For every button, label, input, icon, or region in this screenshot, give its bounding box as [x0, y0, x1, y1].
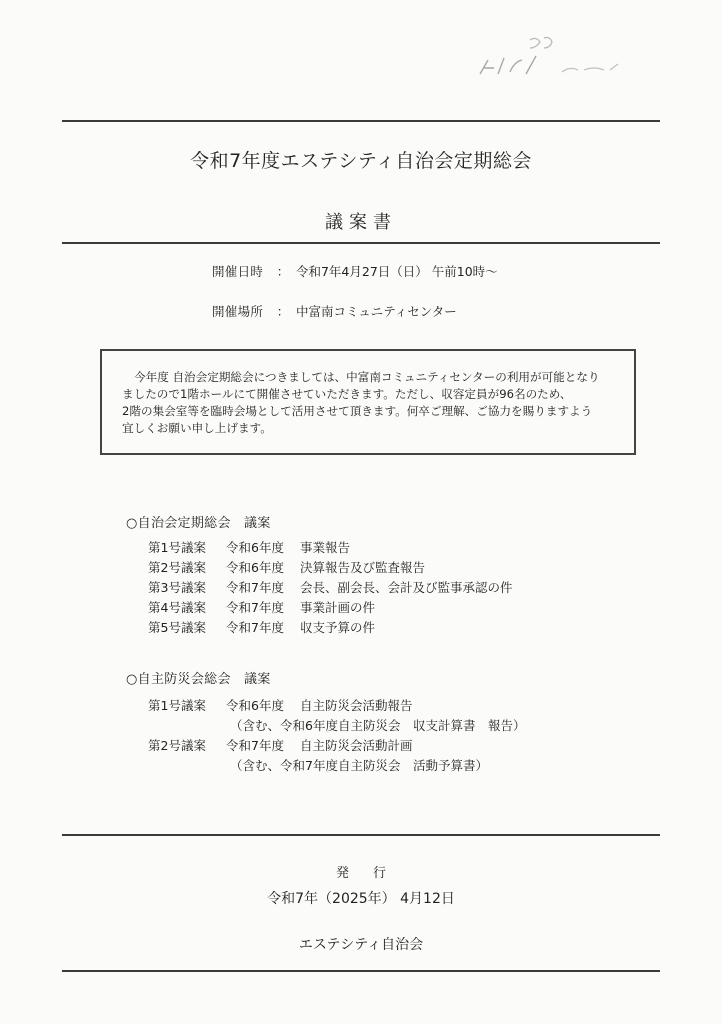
agenda-item-year: 令和6年度: [226, 698, 284, 713]
datetime-label: 開催日時: [212, 264, 264, 279]
meeting-datetime-row: [212, 262, 498, 280]
top-rule: [62, 120, 660, 122]
agenda-item-title: 事業報告: [300, 540, 351, 555]
agenda-item: [148, 618, 513, 638]
datetime-separator: ：: [276, 264, 290, 279]
agenda-item-note: （含む、令和6年度自主防災会 収支計算書 報告）: [230, 718, 526, 733]
agenda-item-year: 令和7年度: [226, 600, 284, 615]
notice-line: 宜しくお願い申し上げます。: [122, 421, 272, 435]
issue-label: 発行: [335, 866, 410, 881]
agenda-item-number: 第1号議案: [148, 698, 206, 713]
notice-line: 今年度 自治会定期総会につきましては、中富南コミュニティセンターの利用が可能となり: [134, 370, 600, 384]
agenda-item: [148, 578, 513, 598]
agenda-item-note: （含む、令和7年度自主防災会 活動予算書）: [230, 758, 488, 773]
agenda-item-year: 令和6年度: [226, 540, 284, 555]
agenda-item-title: 収支予算の件: [300, 620, 376, 635]
handwritten-scribble: [470, 30, 650, 90]
notice-line: 2階の集会室等を臨時会場として活用させて頂きます。何卒ご理解、ご協力を賜りますよう: [122, 404, 593, 418]
agenda-item-title: 自主防災会活動計画: [300, 738, 413, 753]
agenda-item-number: 第3号議案: [148, 580, 206, 595]
footer-top-rule: [62, 834, 660, 836]
agenda-item-number: 第5号議案: [148, 620, 206, 635]
disaster-prevention-agenda-list: [148, 696, 525, 776]
agenda-item-year: 令和7年度: [226, 620, 284, 635]
agenda-item-year: 令和6年度: [226, 560, 284, 575]
venue-separator: ：: [276, 304, 290, 319]
agenda-item-year: 令和7年度: [226, 738, 284, 753]
datetime-value: 令和7年4月27日（日） 午前10時～: [295, 264, 498, 279]
notice-box: [100, 349, 636, 455]
agenda-item: [148, 736, 525, 756]
agenda-item-year: 令和7年度: [226, 580, 284, 595]
agenda-item: [148, 538, 513, 558]
title-rule: [62, 242, 660, 244]
general-meeting-agenda-list: [148, 538, 513, 638]
footer-bottom-rule: [62, 970, 660, 972]
agenda-item-number: 第2号議案: [148, 738, 206, 753]
agenda-item-number: 第4号議案: [148, 600, 206, 615]
section-heading-general-meeting: ○自治会定期総会 議案: [126, 516, 271, 531]
notice-line: ましたので1階ホールにて開催させていただきます。ただし、収容定員が96名のため、: [122, 387, 572, 401]
agenda-item-title: 決算報告及び監査報告: [300, 560, 426, 575]
agenda-item: [148, 558, 513, 578]
agenda-item-number: 第2号議案: [148, 560, 206, 575]
document-title: 令和7年度エステシティ自治会定期総会: [190, 150, 532, 172]
agenda-item: [148, 696, 525, 716]
agenda-item-title: 会長、副会長、会計及び監事承認の件: [300, 580, 513, 595]
venue-label: 開催場所: [212, 304, 264, 319]
issuer-name: エステシティ自治会: [298, 937, 424, 953]
issue-date: 令和7年（2025年） 4月12日: [267, 891, 455, 907]
venue-value: 中富南コミュニティセンター: [295, 304, 457, 319]
agenda-item: [148, 598, 513, 618]
section-heading-disaster-prevention: ○自主防災会総会 議案: [126, 672, 271, 687]
agenda-item-title: 事業計画の件: [300, 600, 376, 615]
meeting-venue-row: [212, 302, 457, 320]
agenda-item-number: 第1号議案: [148, 540, 206, 555]
agenda-item-title: 自主防災会活動報告: [300, 698, 413, 713]
document-subtitle: 議案書: [325, 212, 397, 233]
